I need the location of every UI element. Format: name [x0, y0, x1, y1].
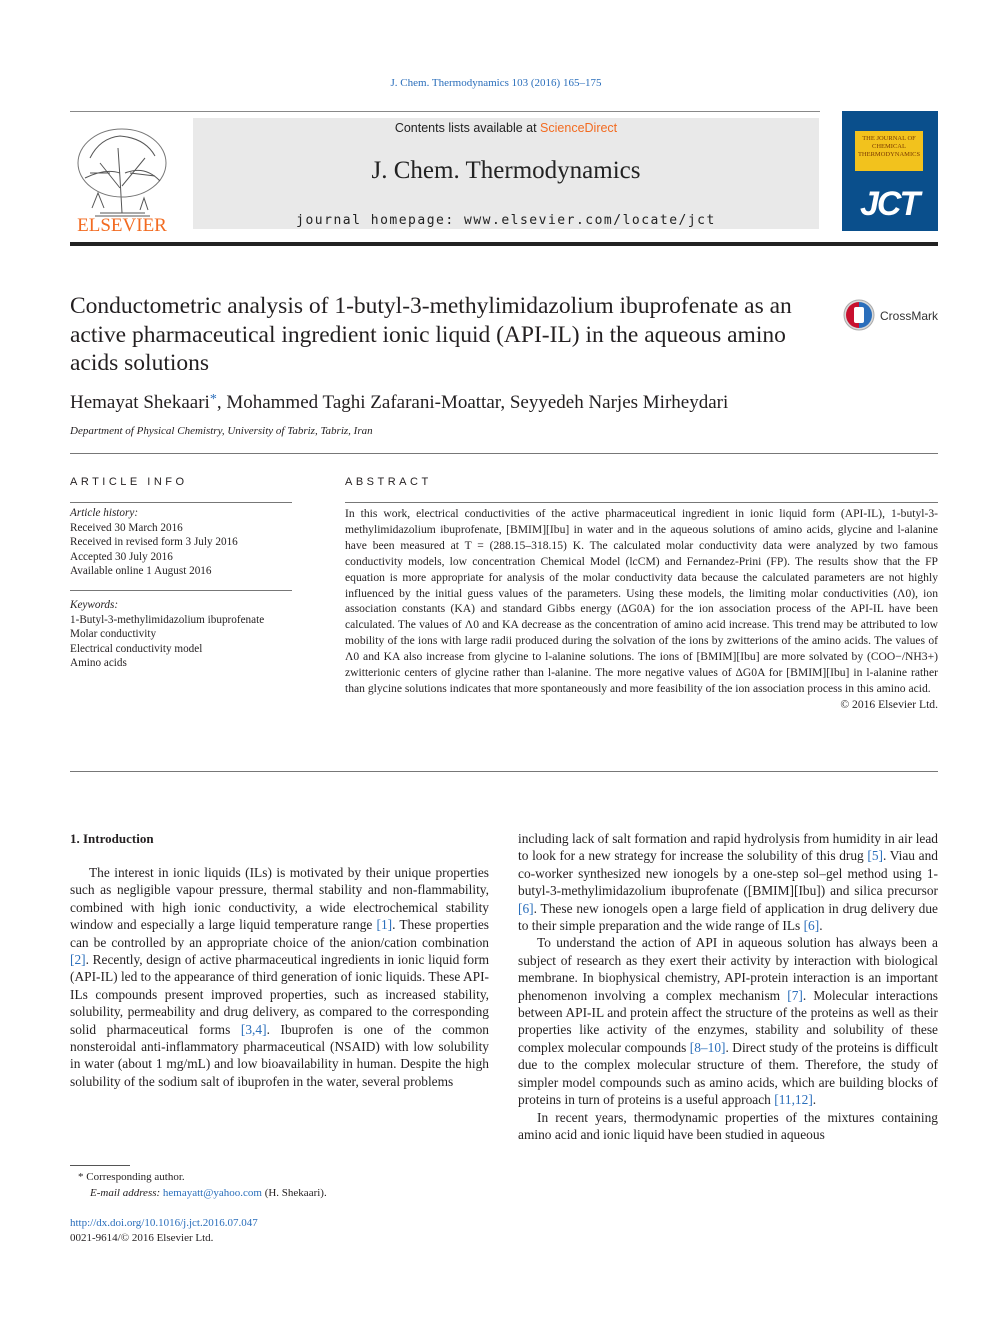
- paragraph: [518, 830, 938, 934]
- info-rule: [70, 453, 938, 454]
- history-item: Accepted 30 July 2016: [70, 550, 173, 563]
- author-rest: , Mohammed Taghi Zafarani-Moattar, Seyyedeh Narjes Mirheydari: [216, 392, 729, 413]
- footnote-rule: [70, 1165, 130, 1166]
- keyword-item: Electrical conductivity model: [70, 642, 203, 655]
- body-text: .: [812, 1092, 817, 1108]
- abstract-text: In this work, electrical conductivities of the active pharmaceutical ingredient in ionic liquid form (API-IL), 1-butyl-3-methylimidazolium ibuprofenate, [BMIM][Ibu] in water and in the aqueous solutions of amino acids, glycine and l-alanine have been measured at T = (288.15–318.15) K. The calculated molar conductivity data were analyzed by two famous conductivity models, low concentration Chemical Model (lcCM) and Fernandez-Prini (FP). The results show that the FP equation is more appropriate for analysis of the molar conductivity data because the calculated parameters are not highly influenced by the initial guess values of the parameters. Using these models, the limiting molar conductivities (Λ0), ion association constants (KA) and standard Gibbs energy (ΔG0A) for the ion association process of the API-IL have been calculated. The values of Λ0 and KA decrease as the concentration of amino acid increase. This trend may be attributed to low mobility of the ions with large radii produced during the solvation of the ions by zwitterions of the amino acids. The values of Λ0 and KA also increase from glycine to l-alanine solutions. The ions of [BMIM][Ibu] are more solvated by (COO−/NH3+) zwitterionic centers of glycine rather than l-alanine. The more negative values of ΔG0A for [BMIM][Ibu] in l-alanine rather than glycine solutions indicates that more spontaneously and more feasibility of the ion association process in this amino acid.: [345, 507, 938, 695]
- crossmark-icon[interactable]: [842, 298, 942, 334]
- citation-link[interactable]: [6]: [803, 918, 820, 934]
- sciencedirect-link[interactable]: ScienceDirect: [540, 121, 618, 135]
- doi-link[interactable]: http://dx.doi.org/10.1016/j.jct.2016.07.047: [70, 1217, 258, 1229]
- citation-link[interactable]: [11,12]: [774, 1092, 813, 1108]
- body-text: including lack of salt formation and rapid hydrolysis from humidity in air lead to look for a new strategy for increase the solubility of this drug: [518, 831, 938, 864]
- history-item: Received 30 March 2016: [70, 521, 183, 534]
- body-text: The interest in ionic liquids (ILs) is motivated by their unique properties such as negligible vapour pressure, thermal stability and non-flammability, combined with high ionic conductivity, a wide electrochemical stability window and especially a large liquid temperature range: [70, 865, 489, 933]
- citation-link[interactable]: [5]: [867, 848, 884, 864]
- cover-logo: JCT: [860, 185, 919, 223]
- keywords-label: Keywords:: [70, 599, 119, 611]
- footnote-star: *: [78, 1171, 84, 1183]
- header-rule: [70, 111, 820, 112]
- body-text: . Direct study of the proteins is difficult due to the complex molecular structure of them. Therefore, the study of simpler model compounds such as amino acids, which are building blocks of proteins in turn of proteins is a useful approach: [518, 1039, 939, 1108]
- copyright: © 2016 Elsevier Ltd.: [840, 697, 938, 711]
- citation-link[interactable]: [3,4]: [240, 1021, 267, 1037]
- body-text: . Viau and co-worker synthesized new ionogels by a one-step sol–gel method using 1-butyl-3-methylimidazolium ibuprofenate ([BMIM][Ibu]) and silica precursor: [518, 848, 938, 899]
- citation-link[interactable]: [6]: [518, 900, 534, 916]
- article-title: Conductometric analysis of 1-butyl-3-methylimidazolium ibuprofenate as an active pharmaceutical ingredient ionic liquid (API-IL) in the aqueous amino acids solutions: [70, 293, 792, 376]
- body-text: . Recently, design of active pharmaceutical ingredients in ionic liquid form (API-IL) led to the appearance of third generation of ionic liquids. These API-ILs compounds present improved properties, such as increased stability, solubility, permeability and drug delivery, as compared to the corresponding solid pharmaceutical forms: [70, 952, 489, 1037]
- body-text: To understand the action of API in aqueous solution has always been a subject of research as they exert their activity by interaction with biological membrane. In biophysical chemistry, API-protein interaction is an important phenomenon involving a complex mechanism: [518, 935, 938, 1003]
- article-history: [70, 506, 300, 579]
- keyword-item: Molar conductivity: [70, 628, 157, 641]
- abstract-body: [345, 506, 938, 713]
- body-text: . Ibuprofen is one of the common nonsteroidal anti-inflammatory pharmaceutical (NSAID) with low solubility in water (about 1 mg/mL) and low bioavailability in human. Despite the high solubility of the sodium salt of ibuprofen in the water, several problems: [70, 1021, 489, 1089]
- keyword-item: 1-Butyl-3-methylimidazolium ibuprofenate: [70, 613, 265, 626]
- paragraph: [518, 934, 938, 1108]
- paragraph: [518, 1109, 938, 1144]
- email-label: E-mail address:: [90, 1186, 163, 1199]
- keywords-rule: [70, 590, 292, 591]
- abstract-rule: [345, 502, 938, 503]
- footnote: [70, 1170, 470, 1201]
- keyword-item: Amino acids: [70, 657, 127, 670]
- cover-band: THE JOURNAL OF CHEMICAL THERMODYNAMICS: [855, 131, 923, 171]
- article-info-rule: [70, 502, 292, 503]
- journal-citation[interactable]: J. Chem. Thermodynamics 103 (2016) 165–175: [390, 77, 602, 89]
- authors: [70, 392, 728, 414]
- body-text: . Molecular interactions between API-IL and protein affect the structure of the proteins as well as their properties like activity of the enzymes, stability and solubility of these complex molecular compounds: [518, 987, 938, 1055]
- journal-homepage[interactable]: journal homepage: www.elsevier.com/locate/jct: [296, 213, 716, 228]
- body-column-right: [518, 830, 938, 1143]
- contents-prefix: Contents lists available at: [394, 121, 541, 135]
- elsevier-tree-logo: [70, 118, 174, 236]
- body-column-left: [70, 864, 489, 1090]
- author-first[interactable]: Hemayat Shekaari: [70, 392, 210, 413]
- citation-link[interactable]: [2]: [70, 952, 86, 968]
- article-info-heading: ARTICLE INFO: [70, 476, 188, 488]
- body-text: . These new ionogels open a large field of application in drug delivery due to their simple preparation and the wide range of ILs: [518, 900, 938, 934]
- elsevier-wordmark: ELSEVIER: [77, 215, 167, 236]
- issn-line: 0021-9614/© 2016 Elsevier Ltd.: [70, 1232, 214, 1244]
- contents-line: [193, 121, 819, 135]
- citation-link[interactable]: [8–10]: [689, 1039, 726, 1055]
- body-text: In recent years, thermodynamic properties of the mixtures containing amino acid and ionic liquid have been studied in aqueous: [518, 1109, 938, 1142]
- email-suffix: (H. Shekaari).: [261, 1186, 327, 1199]
- affiliation: Department of Physical Chemistry, University of Tabriz, Tabriz, Iran: [70, 425, 373, 437]
- body-text: . These properties can be controlled by an appropriate choice of the anion/cation combination: [70, 917, 489, 950]
- citation-link[interactable]: [1]: [376, 917, 393, 933]
- corresponding-star[interactable]: *: [209, 392, 217, 407]
- journal-cover[interactable]: [842, 111, 938, 231]
- keywords: [70, 598, 310, 671]
- history-item: Received in revised form 3 July 2016: [70, 536, 238, 549]
- crossmark-label: CrossMark: [880, 309, 939, 323]
- abstract-heading: ABSTRACT: [345, 476, 432, 488]
- masthead-rule: [70, 242, 938, 246]
- section-heading-introduction: 1. Introduction: [70, 831, 154, 846]
- history-item: Available online 1 August 2016: [70, 565, 212, 578]
- journal-title: J. Chem. Thermodynamics: [371, 157, 641, 184]
- body-text: .: [819, 918, 823, 934]
- history-label: Article history:: [70, 507, 139, 519]
- abstract-bottom-rule: [70, 771, 938, 772]
- citation-link[interactable]: [7]: [787, 987, 803, 1003]
- email-link[interactable]: hemayatt@yahoo.com: [162, 1186, 262, 1199]
- corresponding-author: Corresponding author.: [86, 1171, 185, 1183]
- doi-block: [70, 1216, 258, 1246]
- paragraph: [70, 864, 489, 1090]
